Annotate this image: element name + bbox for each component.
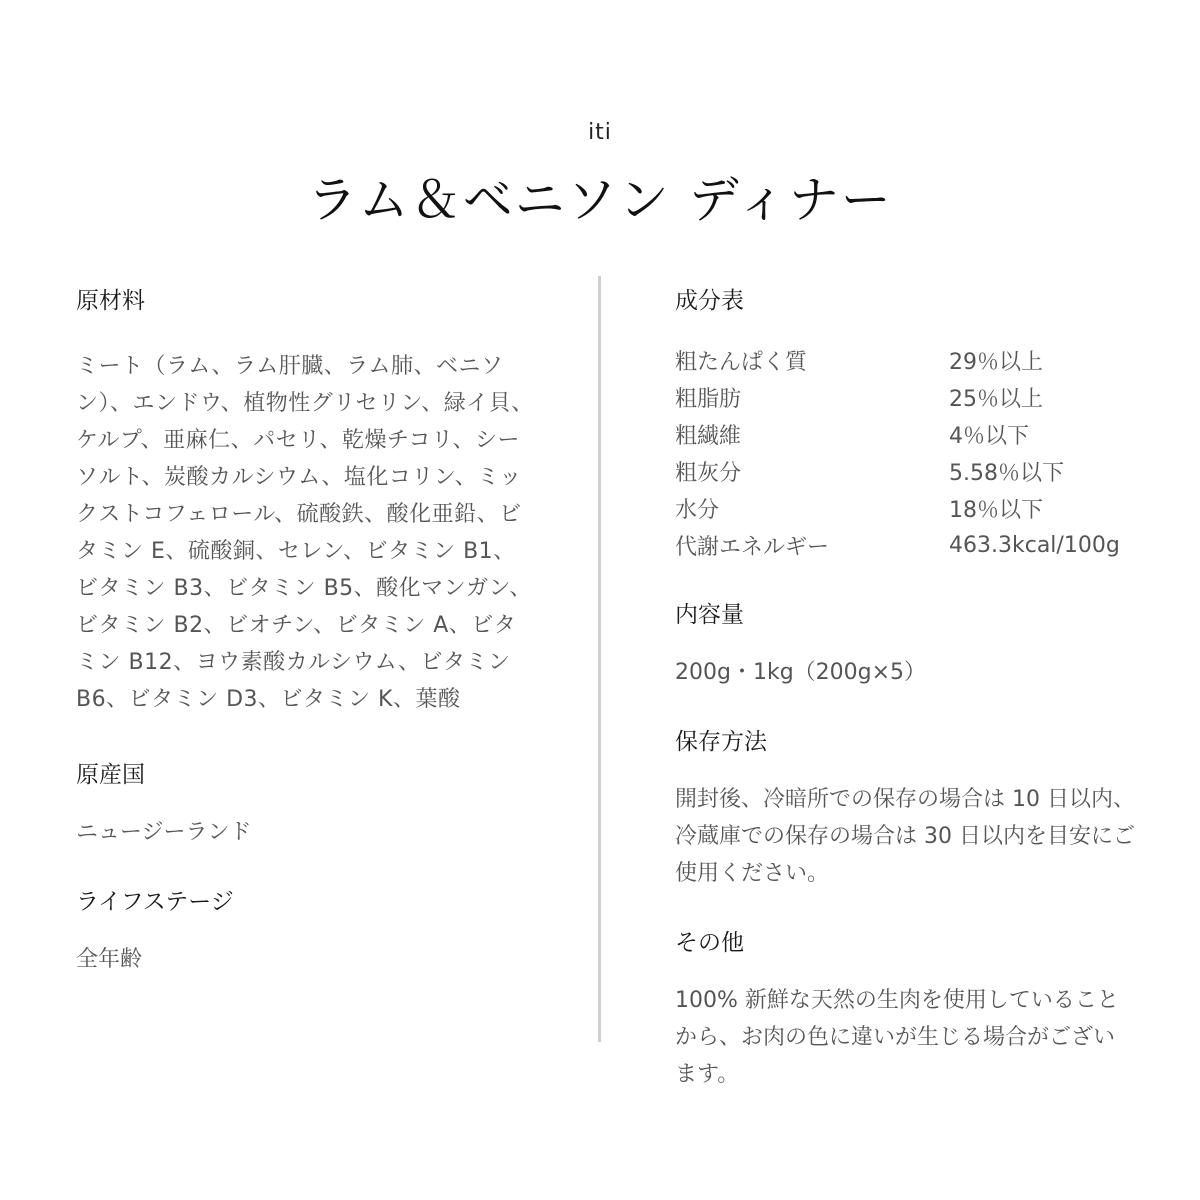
storage-text: 開封後、冷暗所での保存の場合は 10 日以内、冷蔵庫での保存の場合は 30 日以内を目安にご使用ください。 <box>675 787 1135 886</box>
table-row <box>675 342 1135 379</box>
contents-text: 200g・1kg（200g×5） <box>675 660 927 685</box>
left-column <box>76 284 536 978</box>
analysis-heading: 成分表 <box>675 288 744 314</box>
other-heading: その他 <box>675 930 744 956</box>
table-row <box>675 527 1135 564</box>
contents-heading: 内容量 <box>675 602 744 628</box>
analysis-label: 粗たんぱく質 <box>675 350 808 375</box>
table-row <box>675 453 1135 490</box>
analysis-value: 25％以上 <box>949 387 1043 412</box>
life-stage-section <box>76 885 536 978</box>
right-column <box>675 284 1135 1093</box>
analysis-value: 5.58％以下 <box>949 461 1064 486</box>
ingredients-text: ミート（ラム、ラム肝臓、ラム肺、ベニソン）、エンドウ、植物性グリセリン、緑イ貝、ケルプ、亜麻仁、パセリ、乾燥チコリ、シーソルト、炭酸カルシウム、塩化コリン、ミックストコフェロール、硫酸鉄、酸化亜鉛、ビタミン E、硫酸銅、セレン、ビタミン B1、ビタミン B3、ビタミン B5、酸化マンガン、ビタミン B2、ビオチン、ビタミン A、ビタミン B12、ヨウ素酸カルシウム、ビタミン B6、ビタミン D3、ビタミン K、葉酸 <box>76 354 534 712</box>
analysis-value: 18％以下 <box>949 498 1043 523</box>
storage-section <box>675 725 1135 892</box>
table-row <box>675 379 1135 416</box>
product-title: ラム＆ベニソン ディナー <box>307 171 893 229</box>
contents-section <box>675 598 1135 691</box>
analysis-value: 4％以下 <box>949 424 1029 449</box>
brand-logo: iti <box>588 120 612 145</box>
other-text: 100% 新鮮な天然の生肉を使用していることから、お肉の色に違いが生じる場合がございます。 <box>675 988 1119 1087</box>
storage-heading: 保存方法 <box>675 729 767 755</box>
analysis-label: 水分 <box>675 498 720 523</box>
analysis-label: 粗脂肪 <box>675 387 742 412</box>
analysis-table <box>675 342 1135 564</box>
table-row <box>675 490 1135 527</box>
ingredients-section <box>76 284 536 718</box>
analysis-value: 29％以上 <box>949 350 1043 375</box>
analysis-label: 粗灰分 <box>675 461 742 486</box>
other-section <box>675 926 1135 1093</box>
origin-text: ニュージーランド <box>76 820 252 845</box>
ingredients-heading: 原材料 <box>76 288 145 314</box>
life-stage-heading: ライフステージ <box>76 889 234 915</box>
column-divider <box>598 276 601 1042</box>
analysis-section <box>675 284 1135 564</box>
origin-section <box>76 758 536 851</box>
table-row <box>675 416 1135 453</box>
life-stage-text: 全年齢 <box>76 947 143 972</box>
analysis-label: 代謝エネルギー <box>675 535 830 560</box>
analysis-value: 463.3kcal/100g <box>949 533 1120 558</box>
analysis-label: 粗繊維 <box>675 424 742 449</box>
origin-heading: 原産国 <box>76 762 145 788</box>
